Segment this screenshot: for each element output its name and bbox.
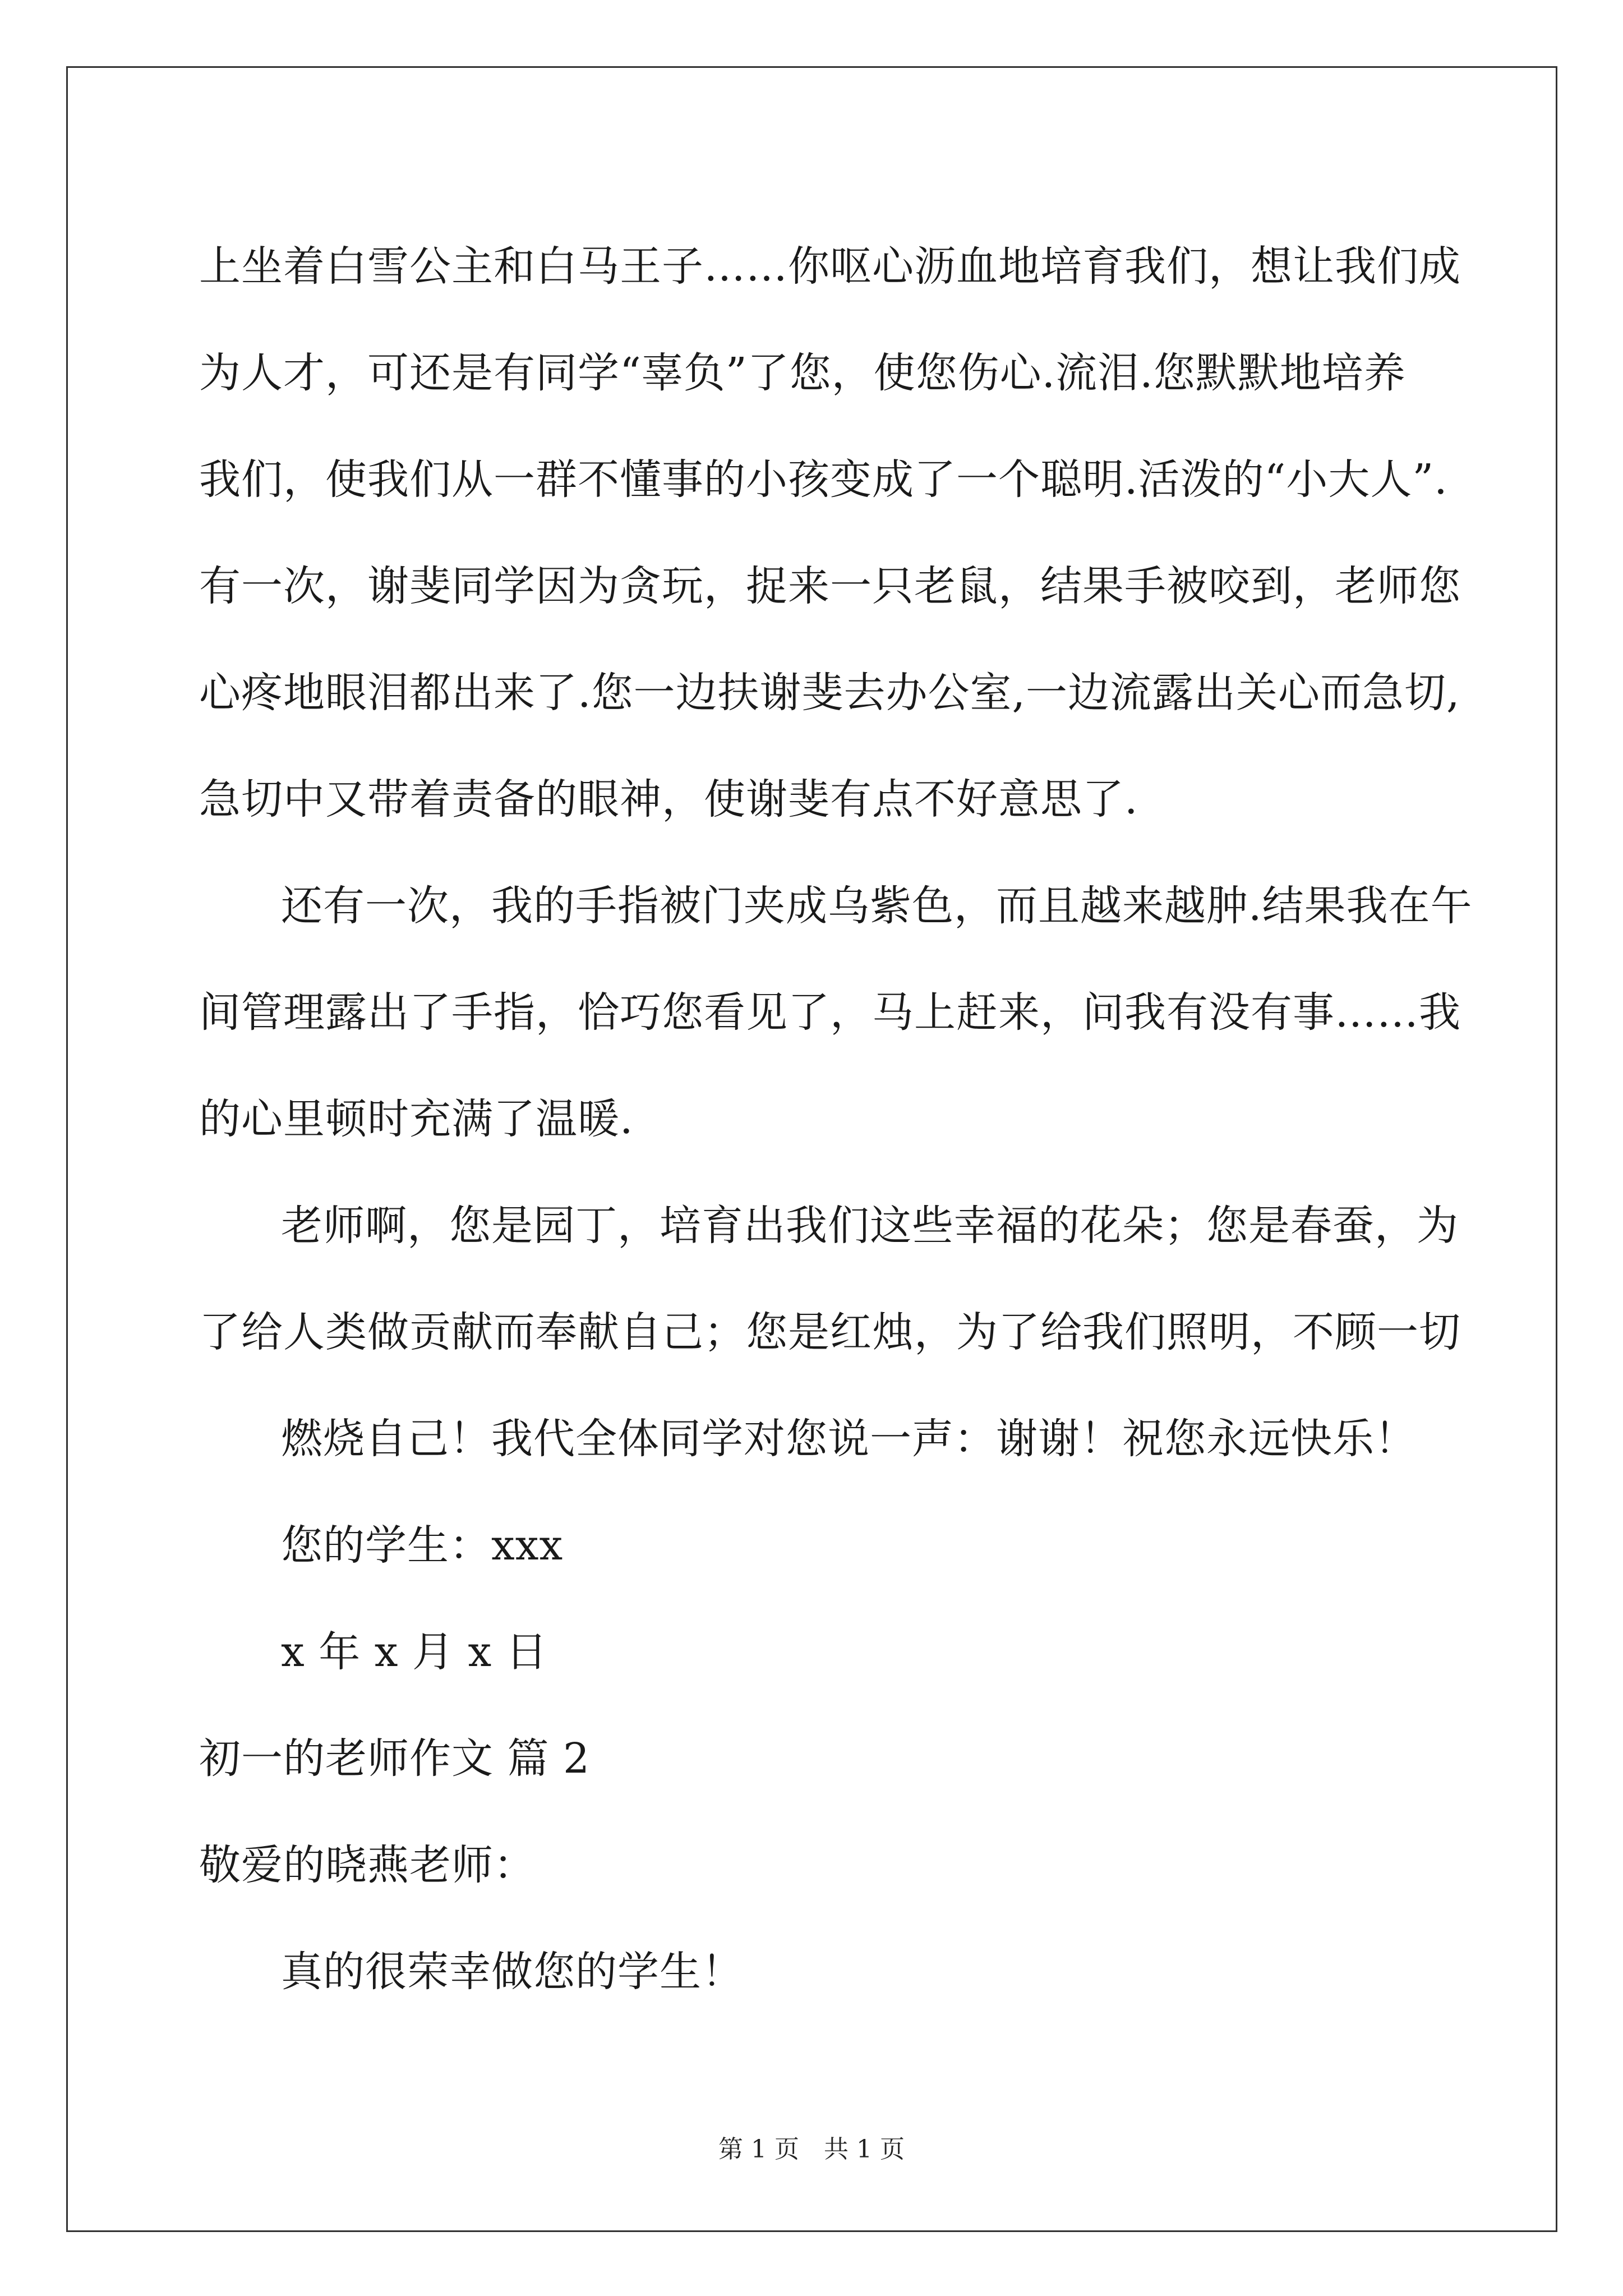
signature-line: 您的学生：xxx (281, 1521, 564, 1570)
text-line: 上坐着白雪公主和白马王子……你呕心沥血地培育我们，想让我们成 (199, 242, 1461, 291)
document-body (199, 213, 1473, 2025)
page-number-footer: 第 1 页 共 1 页 (718, 2135, 905, 2164)
text-line: 间管理露出了手指，恰巧您看见了，马上赶来，问我有没有事……我 (199, 988, 1461, 1037)
paragraph-start-line: 还有一次，我的手指被门夹成乌紫色，而且越来越肿.结果我在午 (281, 882, 1473, 930)
text-line: 急切中又带着责备的眼神，使谢斐有点不好意思了. (199, 775, 1138, 823)
paragraph-start-line: 老师啊，您是园丁，培育出我们这些幸福的花朵；您是春蚕，为 (281, 1202, 1459, 1250)
text-line: 心疼地眼泪都出来了.您一边扶谢斐去办公室,一边流露出关心而急切, (199, 669, 1460, 717)
text-line: 的心里顿时充满了温暖. (199, 1095, 634, 1143)
text-line: 我们，使我们从一群不懂事的小孩变成了一个聪明.活泼的“小大人”. (199, 455, 1448, 504)
text-line: 了给人类做贡献而奉献自己；您是红烛，为了给我们照明，不顾一切 (199, 1308, 1461, 1356)
text-line: 为人才，可还是有同学“辜负”了您，使您伤心.流泪.您默默地培养 (199, 349, 1406, 397)
paragraph-start-line: 燃烧自己！我代全体同学对您说一声：谢谢！祝您永远快乐！ (281, 1415, 1417, 1463)
section-heading: 初一的老师作文 篇 2 (199, 1734, 591, 1783)
date-line: x 年 x 月 x 日 (281, 1628, 548, 1676)
paragraph-start-line: 真的很荣幸做您的学生！ (281, 1948, 744, 1996)
text-line: 有一次，谢斐同学因为贪玩，捉来一只老鼠，结果手被咬到，老师您 (199, 562, 1461, 610)
salutation-line: 敬爱的晓燕老师： (199, 1841, 536, 1889)
